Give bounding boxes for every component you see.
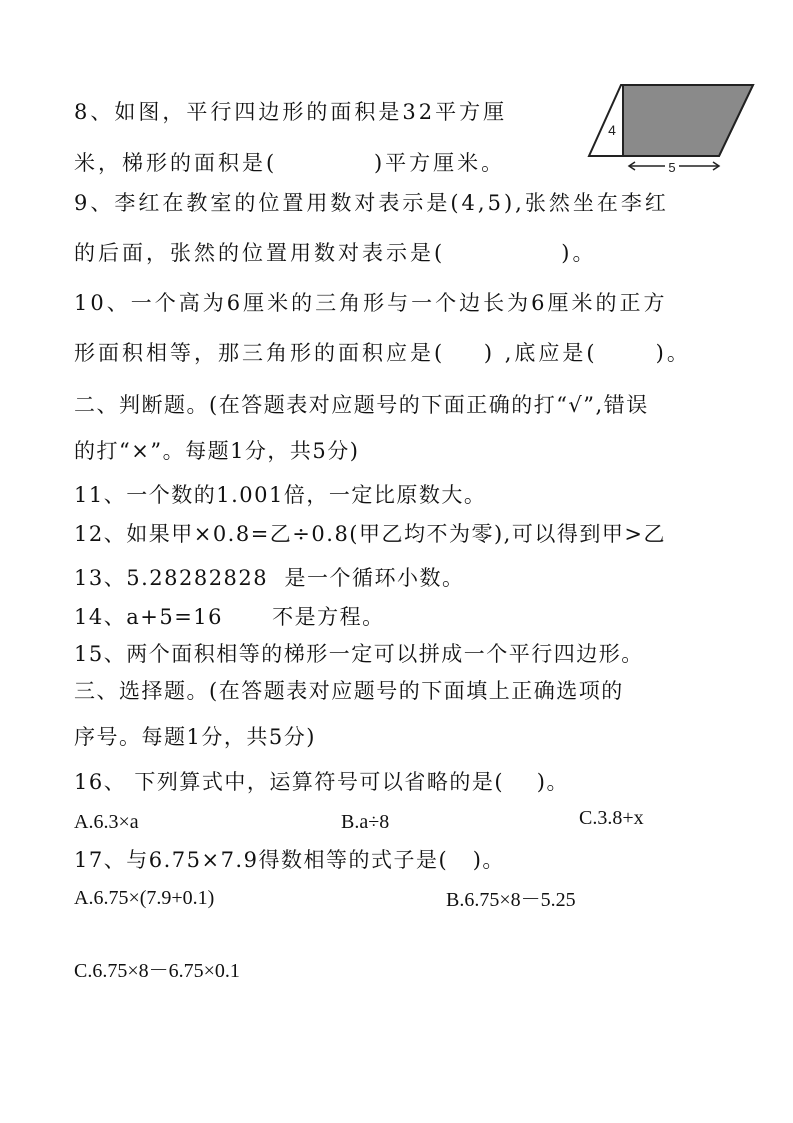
q12: 12、如果甲×0.8=乙÷0.8(甲乙均不为零),可以得到甲>乙 [74, 522, 666, 546]
section-3-heading-line-2: 序号。每题1分，共5分) [74, 725, 316, 749]
q16: 16、 下列算式中，运算符号可以省略的是( )。 [74, 770, 569, 794]
q8-line-1: 8、如图，平行四边形的面积是32平方厘 [74, 100, 508, 124]
q9-line-1: 9、李红在教室的位置用数对表示是(4,5),张然坐在李红 [74, 191, 669, 215]
height-label: 4 [608, 122, 616, 138]
q15: 15、两个面积相等的梯形一定可以拼成一个平行四边形。 [74, 642, 644, 666]
q8-line-2: 米，梯形的面积是( )平方厘米。 [74, 151, 506, 175]
base-label: 5 [668, 160, 676, 175]
q17-option-b: B.6.75×8－5.25 [446, 889, 576, 911]
section-3-heading-line-1: 三、选择题。(在答题表对应题号的下面填上正确选项的 [74, 679, 624, 703]
q17: 17、与6.75×7.9得数相等的式子是( )。 [74, 848, 505, 872]
section-2-heading-line-2: 的打“×”。每题1分，共5分) [74, 439, 360, 463]
q10-line-1: 10、一个高为6厘米的三角形与一个边长为6厘米的正方 [74, 291, 668, 315]
q17-option-a: A.6.75×(7.9+0.1) [74, 887, 215, 909]
q17-option-c: C.6.75×8－6.75×0.1 [74, 960, 240, 982]
q9-line-2: 的后面，张然的位置用数对表示是( )。 [74, 241, 597, 265]
q16-option-c: C.3.8+x [579, 807, 644, 829]
q13: 13、5.28282828 是一个循环小数。 [74, 566, 465, 590]
parallelogram-trapezoid-figure [585, 82, 757, 178]
q16-option-a: A.6.3×a [74, 811, 139, 833]
q14: 14、a+5=16 不是方程。 [74, 605, 385, 629]
section-2-heading-line-1: 二、判断题。(在答题表对应题号的下面正确的打“√”,错误 [74, 393, 649, 417]
q16-option-b: B.a÷8 [341, 811, 390, 833]
q10-line-2: 形面积相等，那三角形的面积应是( ) ,底应是( )。 [74, 341, 691, 365]
q11: 11、一个数的1.001倍，一定比原数大。 [74, 483, 487, 507]
